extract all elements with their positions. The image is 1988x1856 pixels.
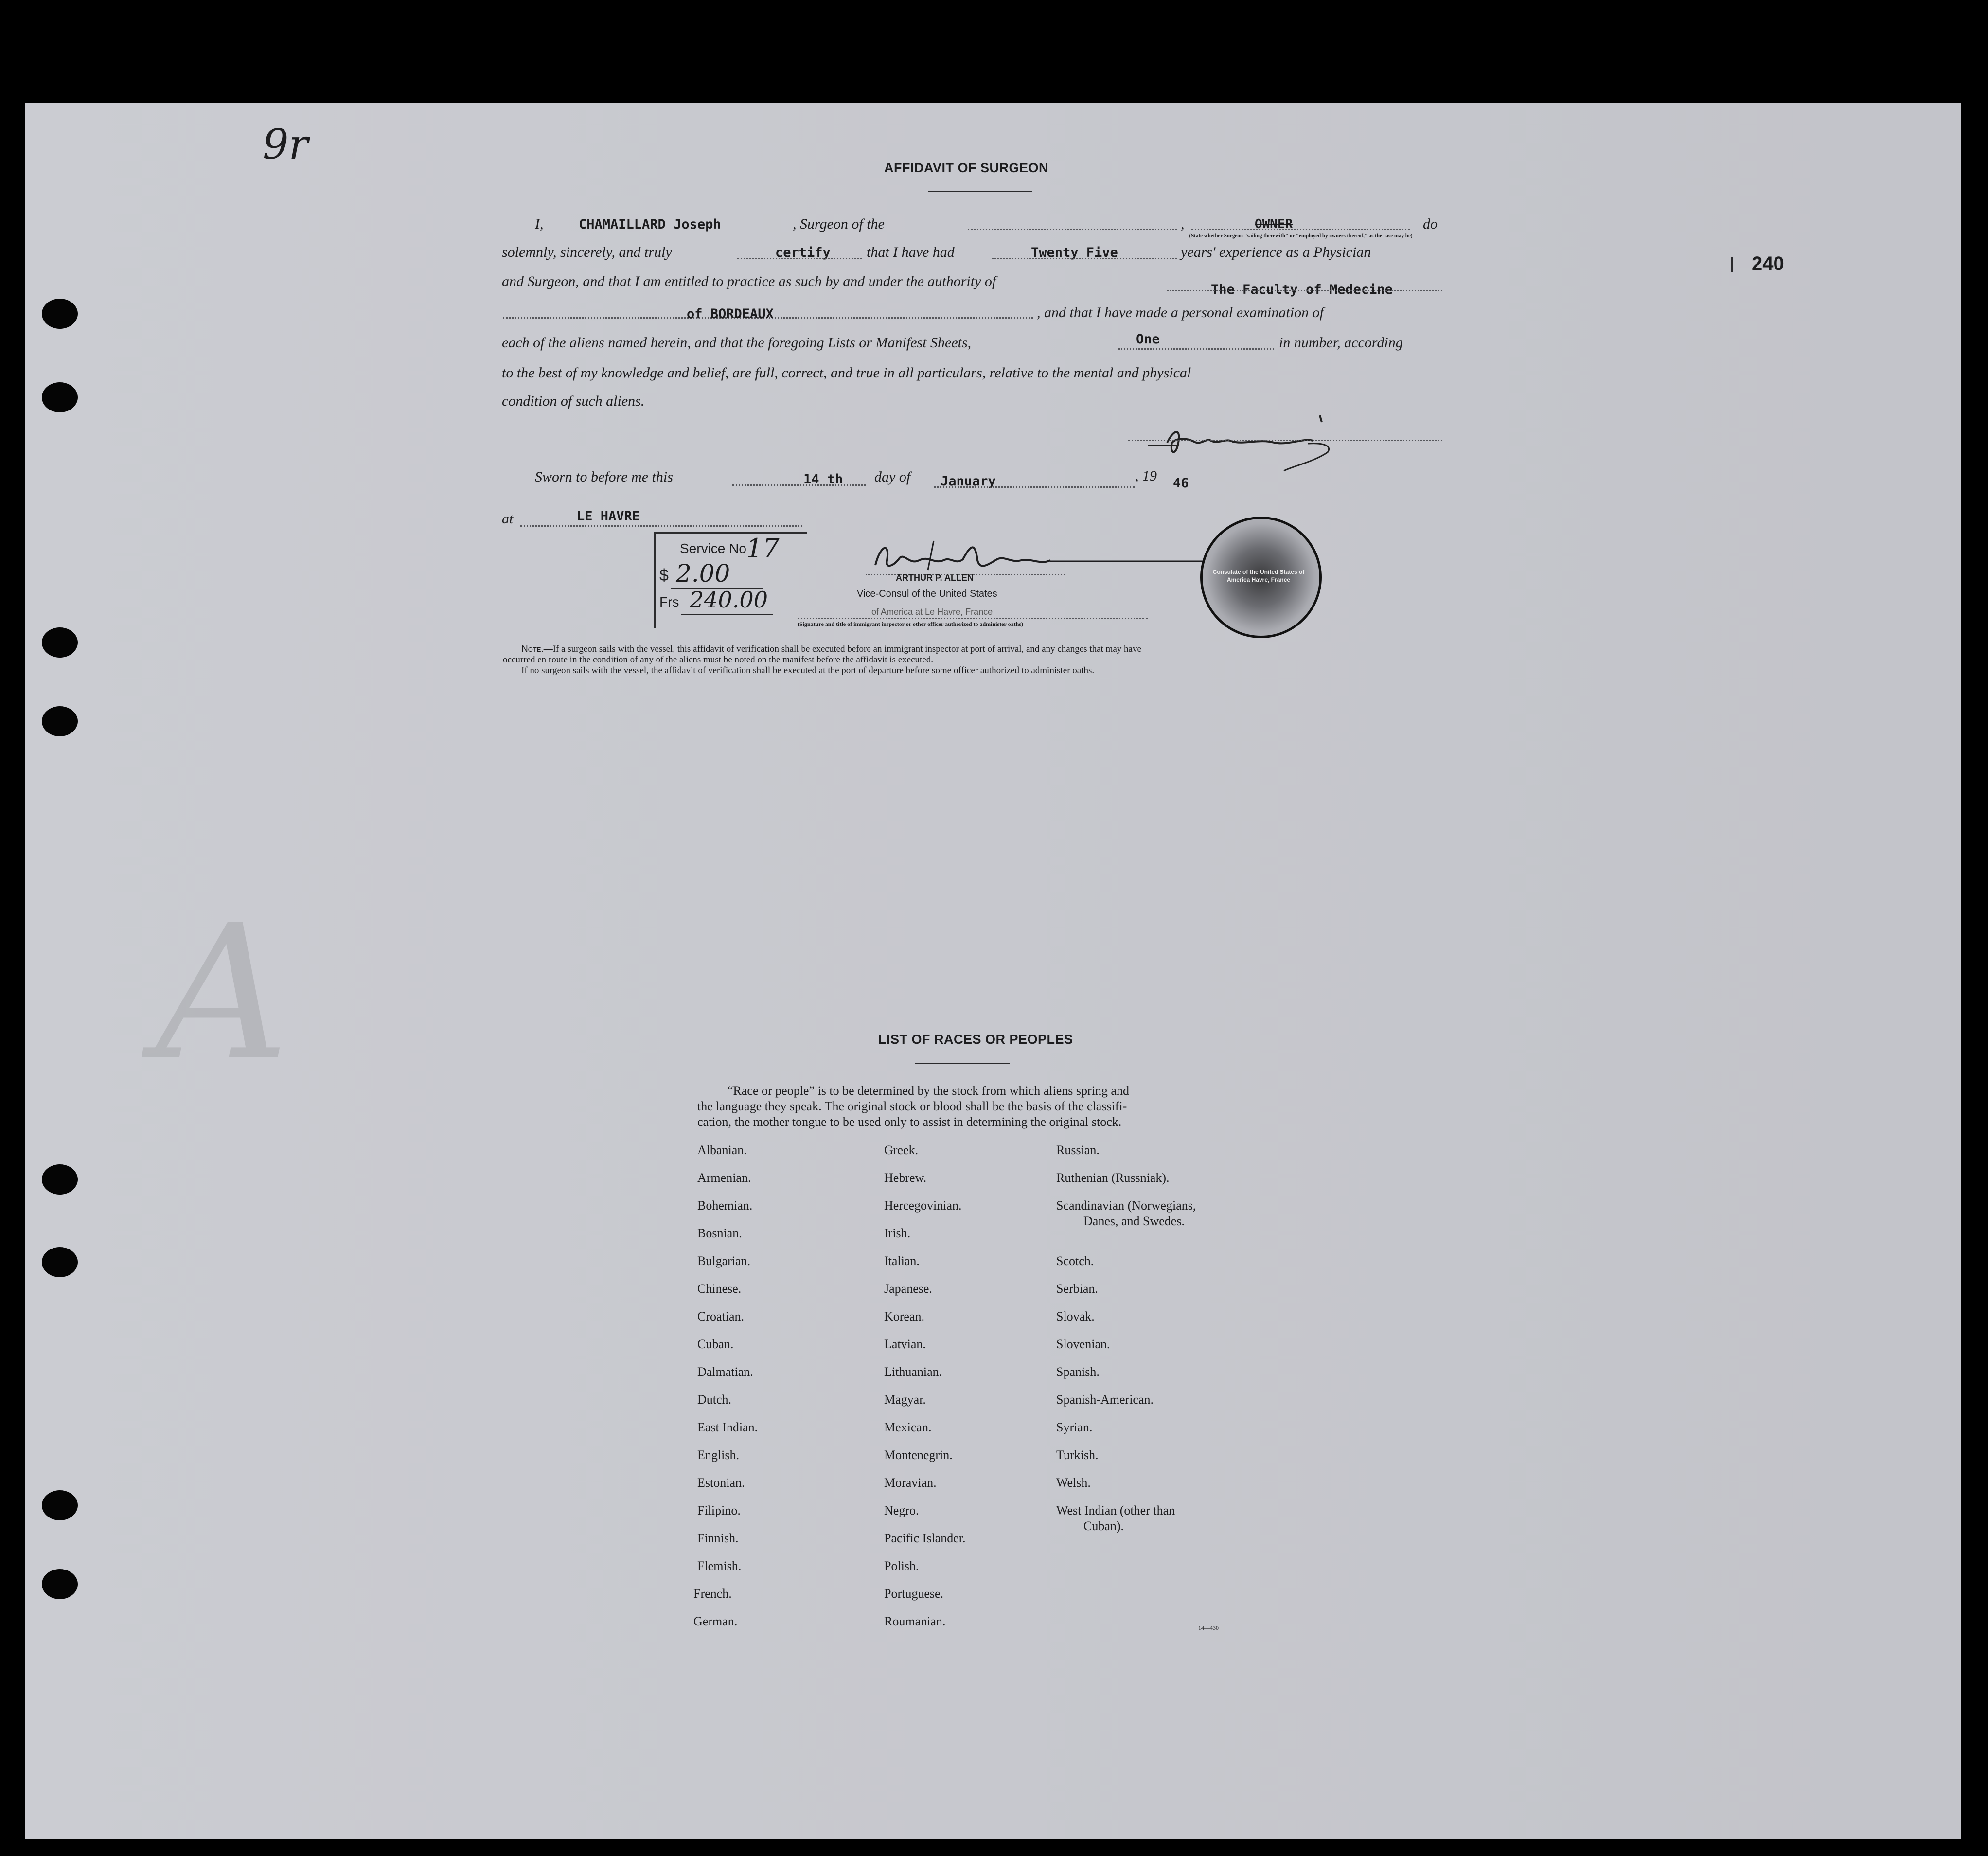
page-number: 240 (1752, 253, 1784, 274)
race-item: English. (697, 1448, 739, 1462)
race-item: Armenian. (697, 1171, 751, 1185)
race-item: Danes, and Swedes. (1083, 1214, 1185, 1228)
race-item: Scandinavian (Norwegians, (1056, 1198, 1196, 1213)
note-line-3: If no surgeon sails with the vessel, the affidavit of verification shall be executed at the port of departure before some officer authorized to administer oaths. (521, 665, 1095, 676)
races-title: LIST OF RACES OR PEOPLES (878, 1032, 1073, 1047)
race-item: Irish. (884, 1226, 911, 1240)
at-prefix: at (502, 511, 514, 527)
race-item: Spanish. (1056, 1365, 1100, 1379)
sworn-year: 46 (1173, 476, 1189, 491)
race-item: Moravian. (884, 1476, 937, 1490)
officer-title-2: of America at Le Havre, France (871, 607, 993, 617)
race-item: Greek. (884, 1143, 919, 1157)
fee-dollar-amount: 2.00 (676, 559, 730, 588)
punch-hole (42, 627, 78, 658)
race-item: Polish. (884, 1559, 919, 1573)
affidavit-line1-comma: , (1181, 216, 1185, 232)
race-item: Mexican. (884, 1420, 932, 1434)
punch-hole (42, 1164, 78, 1195)
certify-blank (737, 258, 862, 259)
race-item: Japanese. (884, 1282, 932, 1296)
tick-mark (1731, 257, 1733, 272)
punch-hole (42, 1569, 78, 1599)
race-item: Cuban). (1083, 1519, 1124, 1533)
race-item: Cuban. (697, 1337, 734, 1351)
status-note: (State whether Surgeon "sailing therewith" or "employed by owners thereof," as the case may be) (1189, 233, 1413, 239)
race-item: Dalmatian. (697, 1365, 753, 1379)
ship-name-blank (968, 229, 1177, 230)
race-item: Magyar. (884, 1392, 926, 1407)
sworn-month: January (941, 474, 996, 489)
sworn-day-blank (732, 484, 866, 486)
document-page (25, 103, 1961, 1839)
fee-frs-line (681, 614, 773, 615)
race-item: Turkish. (1056, 1448, 1099, 1462)
race-item: Montenegrin. (884, 1448, 953, 1462)
race-item: Slovak. (1056, 1309, 1095, 1323)
title-underline (928, 191, 1032, 192)
race-item: Estonian. (697, 1476, 745, 1490)
race-item: French. (693, 1587, 732, 1601)
punch-hole (42, 1247, 78, 1277)
race-item: Bohemian. (697, 1198, 753, 1213)
race-item: East Indian. (697, 1420, 758, 1434)
affidavit-line7: condition of such aliens. (502, 393, 645, 409)
race-item: Scotch. (1056, 1254, 1094, 1268)
officer-title-1: Vice-Consul of the United States (857, 589, 997, 599)
fee-frs-amount: 240.00 (690, 587, 768, 613)
race-item: Lithuanian. (884, 1365, 942, 1379)
authority-blank (1167, 290, 1442, 291)
race-item: Croatian. (697, 1309, 745, 1323)
affidavit-line1-prefix: I, (535, 216, 544, 232)
race-item: Slovenian. (1056, 1337, 1110, 1351)
affidavit-line5-prefix: each of the aliens named herein, and that the foregoing Lists or Manifest Sheets, (502, 335, 972, 351)
race-item: Filipino. (697, 1503, 741, 1517)
status-blank (1191, 229, 1410, 230)
affidavit-line5-suffix: in number, according (1279, 335, 1403, 351)
affidavit-line1-surgeon-of: , Surgeon of the (793, 216, 885, 232)
races-title-underline (915, 1063, 1010, 1064)
race-item: Chinese. (697, 1282, 742, 1296)
note-label: Note. (521, 644, 544, 654)
race-item: Serbian. (1056, 1282, 1098, 1296)
punch-hole (42, 706, 78, 736)
affidavit-line2-prefix: solemnly, sincerely, and truly (502, 244, 672, 260)
surgeon-status: OWNER (1255, 217, 1293, 232)
race-item: Dutch. (697, 1392, 732, 1407)
authority-line1: The Faculty of Medecine (1211, 282, 1393, 297)
years-experience: Twenty Five (1031, 245, 1118, 260)
sworn-day: 14 th (803, 472, 843, 487)
sworn-month-blank (934, 486, 1135, 488)
affidavit-title: AFFIDAVIT OF SURGEON (884, 161, 1048, 175)
authority-line2: of BORDEAUX (687, 306, 774, 321)
surgeon-name: CHAMAILLARD Joseph (579, 217, 721, 232)
race-item: Syrian. (1056, 1420, 1093, 1434)
races-intro-3: cation, the mother tongue to be used only to assist in determining the original stock. (697, 1115, 1122, 1129)
race-item: Ruthenian (Russniak). (1056, 1171, 1170, 1185)
race-item: Negro. (884, 1503, 919, 1517)
fee-dollar-label: $ (659, 566, 669, 585)
punch-hole (42, 382, 78, 412)
races-intro-1: “Race or people” is to be determined by the stock from which aliens spring and (728, 1084, 1129, 1098)
officer-caption: (Signature and title of immigrant inspector or other officer authorized to administer oaths) (798, 621, 1023, 627)
race-item: Welsh. (1056, 1476, 1091, 1490)
affidavit-line1-do: do (1423, 216, 1438, 232)
place-blank (520, 525, 802, 527)
race-item: Roumanian. (884, 1614, 946, 1628)
sworn-century: , 19 (1135, 468, 1157, 484)
race-item: Italian. (884, 1254, 920, 1268)
race-item: Bulgarian. (697, 1254, 751, 1268)
note-line-1 (521, 644, 1141, 655)
sworn-day-of: day of (874, 469, 911, 485)
affidavit-line3-prefix: and Surgeon, and that I am entitled to practice as such by and under the authority of (502, 273, 996, 289)
punch-hole (42, 299, 78, 329)
signature-line (1128, 440, 1442, 441)
race-item: Korean. (884, 1309, 925, 1323)
margin-annotation: 9r (263, 121, 308, 168)
fee-frs-label: Frs (659, 594, 679, 609)
sheet-count-blank (1118, 348, 1274, 350)
note-text-1: —If a surgeon sails with the vessel, this affidavit of verification shall be executed before an immigrant inspector at port of arrival, and any changes that may have (543, 644, 1141, 654)
race-item: Finnish. (697, 1531, 739, 1545)
race-item: Albanian. (697, 1143, 747, 1157)
affidavit-line4-suffix: , and that I have made a personal examination of (1037, 304, 1324, 321)
certify-word: certify (775, 245, 831, 260)
officer-caption-line (798, 618, 1148, 619)
affidavit-line2-mid: that I have had (867, 244, 955, 260)
form-number: 14—430 (1198, 1624, 1219, 1631)
punch-hole (42, 1490, 78, 1520)
note-line-2: occurred en route in the condition of any of the aliens must be noted on the manifest before the affidavit is executed. (503, 655, 933, 665)
years-blank (992, 258, 1177, 259)
bleed-through-mark: A (156, 885, 289, 1101)
sworn-place: LE HAVRE (577, 509, 640, 524)
fee-service-number: 17 (746, 533, 780, 564)
officer-name: ARTHUR P. ALLEN (896, 573, 974, 583)
race-item: Bosnian. (697, 1226, 742, 1240)
sworn-prefix: Sworn to before me this (535, 469, 673, 485)
affidavit-line2-suffix: years' experience as a Physician (1181, 244, 1371, 260)
fee-service-label: Service No (680, 541, 746, 556)
race-item: Hebrew. (884, 1171, 927, 1185)
race-item: West Indian (other than (1056, 1503, 1175, 1517)
sheet-count: One (1136, 332, 1160, 347)
race-item: Pacific Islander. (884, 1531, 966, 1545)
race-item: Flemish. (697, 1559, 742, 1573)
seal-caption: Consulate of the United States of America Havre, France (1212, 569, 1305, 583)
race-item: Russian. (1056, 1143, 1100, 1157)
race-item: Spanish-American. (1056, 1392, 1154, 1407)
race-item: Latvian. (884, 1337, 926, 1351)
races-intro-2: the language they speak. The original stock or blood shall be the basis of the classifi- (697, 1099, 1127, 1113)
surgeon-signature (1148, 409, 1371, 477)
race-item: Portuguese. (884, 1587, 944, 1601)
affidavit-line6: to the best of my knowledge and belief, are full, correct, and true in all particulars, relative to the mental and physical (502, 365, 1191, 381)
race-item: Hercegovinian. (884, 1198, 962, 1213)
race-item: German. (693, 1614, 738, 1628)
